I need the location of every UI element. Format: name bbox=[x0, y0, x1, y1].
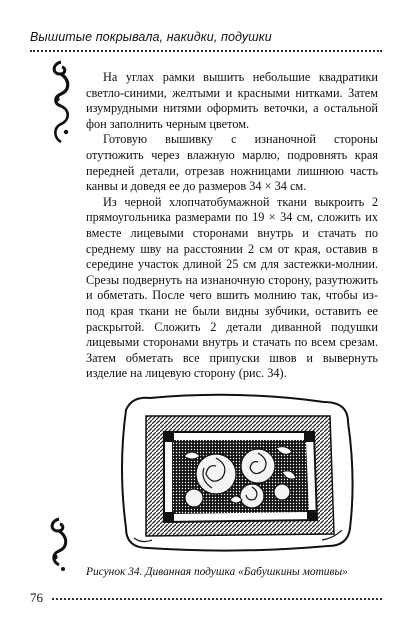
running-head: Вышитые покрывала, накидки, подушки bbox=[30, 30, 272, 44]
page-number: 76 bbox=[30, 590, 43, 605]
scroll-ornament-icon bbox=[46, 515, 72, 575]
paragraph-1: На углах рамки вышить небольшие квадратики светло-синими, желтыми и красными нитками. Затем изумрудными нитями оформить веточки, а остальной фон заполнить черным цветом. bbox=[86, 70, 378, 131]
footer-dotted-rule bbox=[52, 598, 382, 600]
body-text bbox=[86, 70, 378, 382]
cushion-illustration bbox=[112, 388, 364, 558]
header-dotted-rule bbox=[30, 50, 382, 52]
page-footer bbox=[30, 590, 382, 606]
scroll-ornament-icon bbox=[48, 58, 74, 146]
paragraph-3: Из черной хлопчатобумажной ткани выкроить 2 прямоугольника размерами по 19 × 34 см, сложить их вместе лицевыми сторонами внутрь и стачать по среднему шву на расстоянии 2 см от края, оставив в середине участок длиной 25 см для застежки-молнии. Срезы подвернуть на изнаночную сторону, разутюжить и обметать. После чего вшить молнию так, чтобы из-под края ткани не были видны зубчики, оставить ее раскрытой. Сложить 2 детали диванной подушки лицевыми сторонами внутрь и стачать по всем срезам. Затем обметать все припуски швов и вывернуть изделие на лицевую сторону (рис. 34). bbox=[86, 194, 378, 381]
paragraph-2: Готовую вышивку с изнаночной стороны отутюжить через влажную марлю, подровнять края передней детали, отрезав ножницами лишнюю часть канвы и доведя ее до размеров 34 × 34 см. bbox=[86, 132, 378, 194]
figure-caption: Рисунок 34. Диванная подушка «Бабушкины мотивы» bbox=[86, 566, 348, 578]
